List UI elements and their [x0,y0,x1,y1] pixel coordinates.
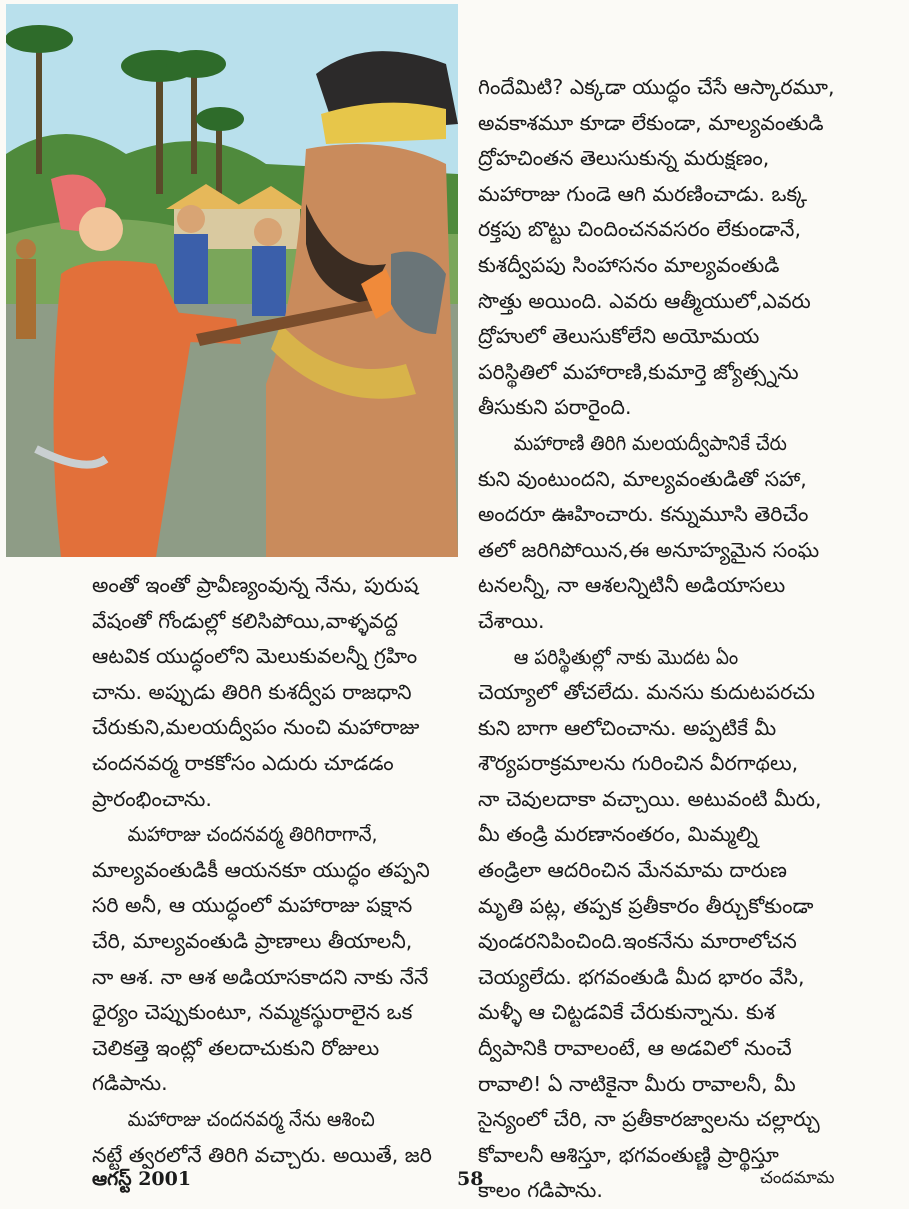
paragraph [92,1102,460,1173]
text-line: చెలికత్తె ఇంట్లో తలదాచుకుని రోజులు [92,1031,460,1067]
text-line: నట్టే త్వరలోనే తిరిగి వచ్చారు. అయితే, జరి [92,1138,460,1174]
text-line: కుని బాగా ఆలోచించాను. అప్పటికే మీ [478,711,856,747]
text-line: ద్రోహులో తెలుసుకోలేని అయోమయ [478,319,856,355]
text-line: వేషంతో గోండుల్లో కలిసిపోయి,వాళ్ళవద్ద [92,604,460,640]
text-line: ఆ పరిస్థితుల్లో నాకు మొదట ఏం [478,640,816,676]
text-line: చేరుకుని,మలయద్వీపం నుంచి మహారాజు [92,710,460,746]
magazine-name: చందమామ [760,1168,834,1192]
text-line: చేశాయి. [478,604,856,640]
text-line: చాను. అప్పుడు తిరిగి కుశద్వీప రాజధాని [92,675,460,711]
text-line: రక్తపు బొట్టు చిందించనవసరం లేకుండానే, [478,212,856,248]
text-line: తండ్రిలా ఆదరించిన మేనమామ దారుణ [478,853,856,889]
text-line: మీ తండ్రి మరణానంతరం, మిమ్మల్ని [478,817,856,853]
paragraph [92,817,460,1102]
text-line: మాల్యవంతుడికీ ఆయనకూ యుద్ధం తప్పని [92,853,460,889]
text-line: మహారాజు చందనవర్మ నేను ఆశించి [92,1102,420,1138]
text-line: చేరి, మాల్యవంతుడి ప్రాణాలు తీయాలనీ, [92,924,460,960]
text-line: కుని వుంటుందని, మాల్యవంతుడితో సహా, [478,462,856,498]
text-line: శౌర్యపరాక్రమాలను గురించిన వీరగాథలు, [478,746,856,782]
text-line: నా ఆశ. నా ఆశ అడియాసకాదని నాకు నేనే [92,960,460,996]
text-line: తీసుకుని పరారైంది. [478,390,856,426]
text-line: సొత్తు అయింది. ఎవరు ఆత్మీయులో,ఎవరు [478,284,856,320]
text-line: అవకాశమూ కూడా లేకుండా, మాల్యవంతుడి [478,106,856,142]
paragraph [478,426,856,640]
text-line: చెయ్యాలో తోచలేదు. మనసు కుదుటపరచు [478,675,856,711]
text-line: సైన్యంలో చేరి, నా ప్రతీకారజ్వాలను చల్లార్చు [478,1102,856,1138]
text-line: అందరూ ఊహించారు. కన్నుమూసి తెరిచేం [478,497,856,533]
text-line: మహారాజు గుండె ఆగి మరణించాడు. ఒక్క [478,177,856,213]
text-line: మళ్ళీ ఆ చిట్టడవికే చేరుకున్నాను. కుశ [478,995,856,1031]
text-line: సరి అనీ, ఆ యుద్ధంలో మహారాజు పక్షాన [92,888,460,924]
text-line: కాలం గడిపాను. [478,1173,856,1209]
text-line: నా చెవులదాకా వచ్చాయి. అటువంటి మీరు, [478,782,856,818]
text-line: రావాలి! ఏ నాటికైనా మీరు రావాలనీ, మీ [478,1067,856,1103]
text-line: ఆటవిక యుద్ధంలోని మెలుకువలన్నీ గ్రహిం [92,639,460,675]
right-text-column [478,70,856,1209]
text-line: మహారాణి తిరిగి మలయద్వీపానికే చేరు [478,426,816,462]
text-line: వుండరనిపించింది.ఇంకనేను మారాలోచన [478,924,856,960]
text-line: పరిస్థితిలో మహారాణి,కుమార్తె జ్యోత్స్నను [478,355,856,391]
text-line: గడిపాను. [92,1066,460,1102]
text-line: తలో జరిగిపోయిన,ఈ అనూహ్యమైన సంఘ [478,533,856,569]
issue-date: ఆగస్ట్ 2001 [92,1168,191,1195]
text-line: కుశద్వీపపు సింహాసనం మాల్యవంతుడి [478,248,856,284]
text-line: మృతి పట్ల, తప్పక ప్రతీకారం తీర్చుకోకుండా [478,889,856,925]
text-line: అంతో ఇంతో ప్రావీణ్యంవున్న నేను, పురుష [92,568,460,604]
text-line: చెయ్యలేదు. భగవంతుడి మీద భారం వేసి, [478,960,856,996]
text-line: ద్వీపానికి రావాలంటే, ఆ అడవిలో నుంచే [478,1031,856,1067]
text-line: చందనవర్మ రాకకోసం ఎదురు చూడడం [92,746,460,782]
text-line: ప్రారంభించాను. [92,782,460,818]
page-number: 58 [457,1168,483,1190]
text-line: ధైర్యం చెప్పుకుంటూ, నమ్మకస్థురాలైన ఒక [92,995,460,1031]
text-line: టనలన్నీ, నా ఆశలన్నిటినీ అడియాసలు [478,568,856,604]
left-text-column [92,568,460,1173]
story-illustration [6,4,458,557]
text-line: కోవాలనీ ఆశిస్తూ, భగవంతుణ్ణి ప్రార్థిస్తూ [478,1138,856,1174]
text-line: మహారాజు చందనవర్మ తిరిగిరాగానే, [92,817,420,853]
text-line: ద్రోహచింతన తెలుసుకున్న మరుక్షణం, [478,141,856,177]
paragraph [478,640,856,1209]
paragraph [92,568,460,817]
text-line: గిందేమిటి? ఎక్కడా యుద్ధం చేసే ఆస్కారమూ, [478,70,856,106]
paragraph [478,70,856,426]
